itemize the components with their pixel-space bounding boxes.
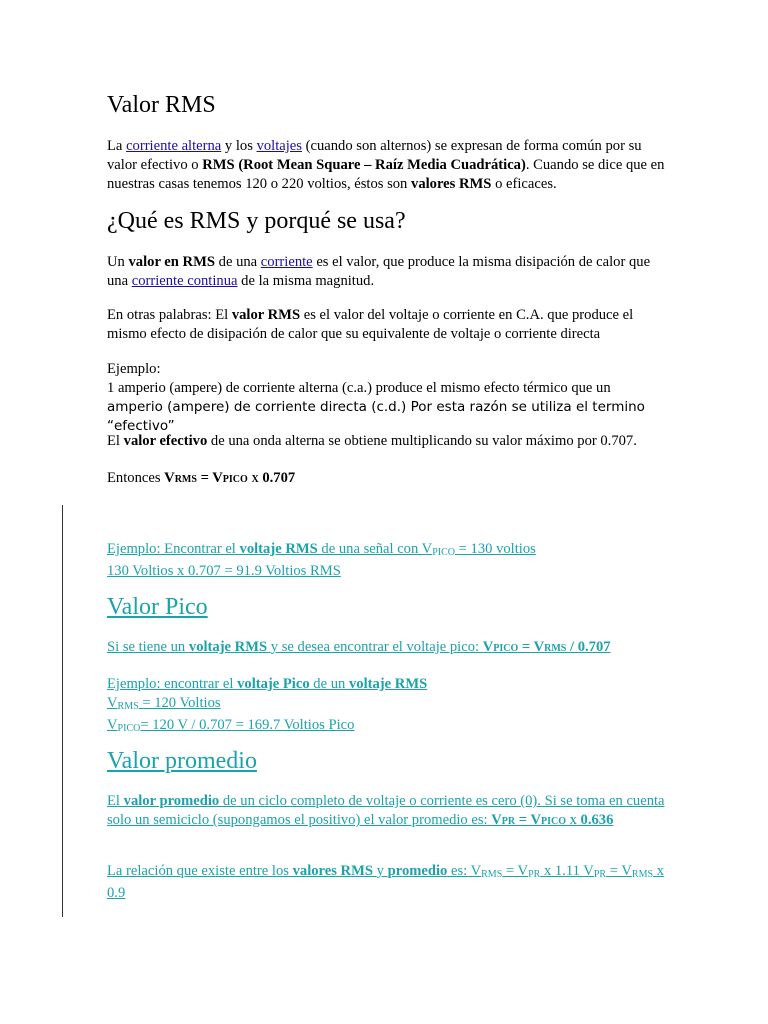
subscript: RMS xyxy=(481,869,503,880)
text: = 130 voltios xyxy=(458,541,536,557)
text: x 0.9 xyxy=(107,863,664,901)
text: amperio (ampere) de corriente directa (c.d.) Por esta razón se utiliza el termino “efectivo” xyxy=(107,399,645,434)
text: V xyxy=(107,695,118,711)
text: (cuando son alternos) se expresan de forma común por su valor efectivo o xyxy=(107,138,642,173)
bold-text: voltaje Pico xyxy=(237,676,310,692)
text: = xyxy=(609,863,618,879)
bold-text: valor RMS xyxy=(231,307,301,323)
formula: Vpr = Vpico x 0.636 xyxy=(491,812,614,828)
text: es el valor del voltaje o corriente en C.A. que produce el mismo efecto de disipación de calor que su equivalente de voltaje o corriente directa xyxy=(107,307,634,342)
text: de una señal con V xyxy=(321,541,433,557)
text: El xyxy=(107,793,120,809)
formula: Vrms = Vpico x 0.707 xyxy=(164,470,296,486)
bold-text: valores RMS xyxy=(292,863,373,879)
subscript: PR xyxy=(528,869,541,880)
text: V xyxy=(107,717,118,733)
heading-valor-promedio[interactable]: Valor promedio xyxy=(107,748,257,774)
page-title: Valor RMS xyxy=(107,92,216,118)
paragraph-example xyxy=(107,360,667,436)
text: En otras palabras: El xyxy=(107,307,229,323)
text: Entonces xyxy=(107,470,161,486)
bold-text: valores RMS xyxy=(411,176,492,192)
text: y se desea encontrar el voltaje pico: xyxy=(270,639,480,655)
paragraph-definition xyxy=(107,253,667,291)
text: = V xyxy=(505,863,529,879)
text: 1 amperio (ampere) de corriente alterna (c.a.) produce el mismo efecto térmico que un xyxy=(107,380,611,396)
link-corriente-continua[interactable]: corriente continua xyxy=(131,273,238,289)
text: Un xyxy=(107,254,125,270)
subscript: PICO xyxy=(432,547,455,558)
text: y los xyxy=(224,138,253,154)
text: La xyxy=(107,138,123,154)
text: Ejemplo: encontrar el xyxy=(107,676,234,692)
text: x 1.11 V xyxy=(543,863,594,879)
bold-text: valor en RMS xyxy=(128,254,215,270)
bold-text: voltaje RMS xyxy=(188,639,268,655)
bold-text: voltaje RMS xyxy=(348,676,428,692)
text: Si se tiene un xyxy=(107,639,186,655)
paragraph-other-words xyxy=(107,306,667,344)
text: de una xyxy=(218,254,258,270)
subscript: PICO xyxy=(117,723,141,734)
paragraph-promedio[interactable] xyxy=(107,792,667,830)
text: = 120 V / 0.707 = 169.7 Voltios Pico xyxy=(140,717,355,733)
text: o eficaces. xyxy=(495,176,557,192)
bold-text: RMS (Root Mean Square – Raíz Media Cuadrática) xyxy=(202,157,526,173)
text: = 120 Voltios xyxy=(142,695,221,711)
link-corriente-alterna[interactable]: corriente alterna xyxy=(126,138,222,154)
text: de la misma magnitud. xyxy=(241,273,375,289)
text: Ejemplo: Encontrar el xyxy=(107,541,236,557)
example-pico-calculation[interactable] xyxy=(107,675,667,738)
text: 130 Voltios x 0.707 = 91.9 Voltios RMS xyxy=(107,563,341,579)
text: . Cuando se dice que en nuestras casas tenemos 120 o 220 voltios, éstos son xyxy=(107,157,665,192)
paragraph-pico[interactable] xyxy=(107,638,667,657)
heading-valor-pico[interactable]: Valor Pico xyxy=(107,594,208,620)
left-margin-line xyxy=(62,505,63,917)
subscript: PR xyxy=(593,869,607,880)
text: La relación que existe entre los xyxy=(107,863,289,879)
paragraph-formula-rms xyxy=(107,469,667,488)
text: de una onda alterna se obtiene multiplicando su valor máximo por 0.707. xyxy=(210,433,637,449)
subscript: RMS xyxy=(631,869,654,880)
paragraph-intro xyxy=(107,137,667,194)
bold-text: valor promedio xyxy=(123,793,220,809)
text: y xyxy=(376,863,384,879)
text: Ejemplo: xyxy=(107,361,161,377)
text: de un ciclo completo de voltaje o corriente es cero (0). Si se toma en cuenta solo un semiciclo (supongamos el positivo) el valor promedio es: xyxy=(107,793,665,828)
subscript: RMS xyxy=(117,701,139,712)
text: V xyxy=(621,863,632,879)
bold-text: promedio xyxy=(387,863,448,879)
paragraph-effective-value xyxy=(107,432,667,451)
paragraph-relacion[interactable] xyxy=(107,862,667,903)
text: es el valor, que produce la misma disipación de calor que una xyxy=(107,254,651,289)
example-rms-calculation[interactable] xyxy=(107,540,667,581)
bold-text: voltaje RMS xyxy=(239,541,318,557)
bold-text: valor efectivo xyxy=(123,433,208,449)
heading-que-es-rms: ¿Qué es RMS y porqué se usa? xyxy=(107,208,406,234)
text: es: V xyxy=(451,863,482,879)
text: El xyxy=(107,433,120,449)
link-corriente[interactable]: corriente xyxy=(260,254,313,270)
formula: Vpico = Vrms / 0.707 xyxy=(482,639,611,655)
text: de un xyxy=(313,676,346,692)
link-voltajes[interactable]: voltajes xyxy=(256,138,302,154)
